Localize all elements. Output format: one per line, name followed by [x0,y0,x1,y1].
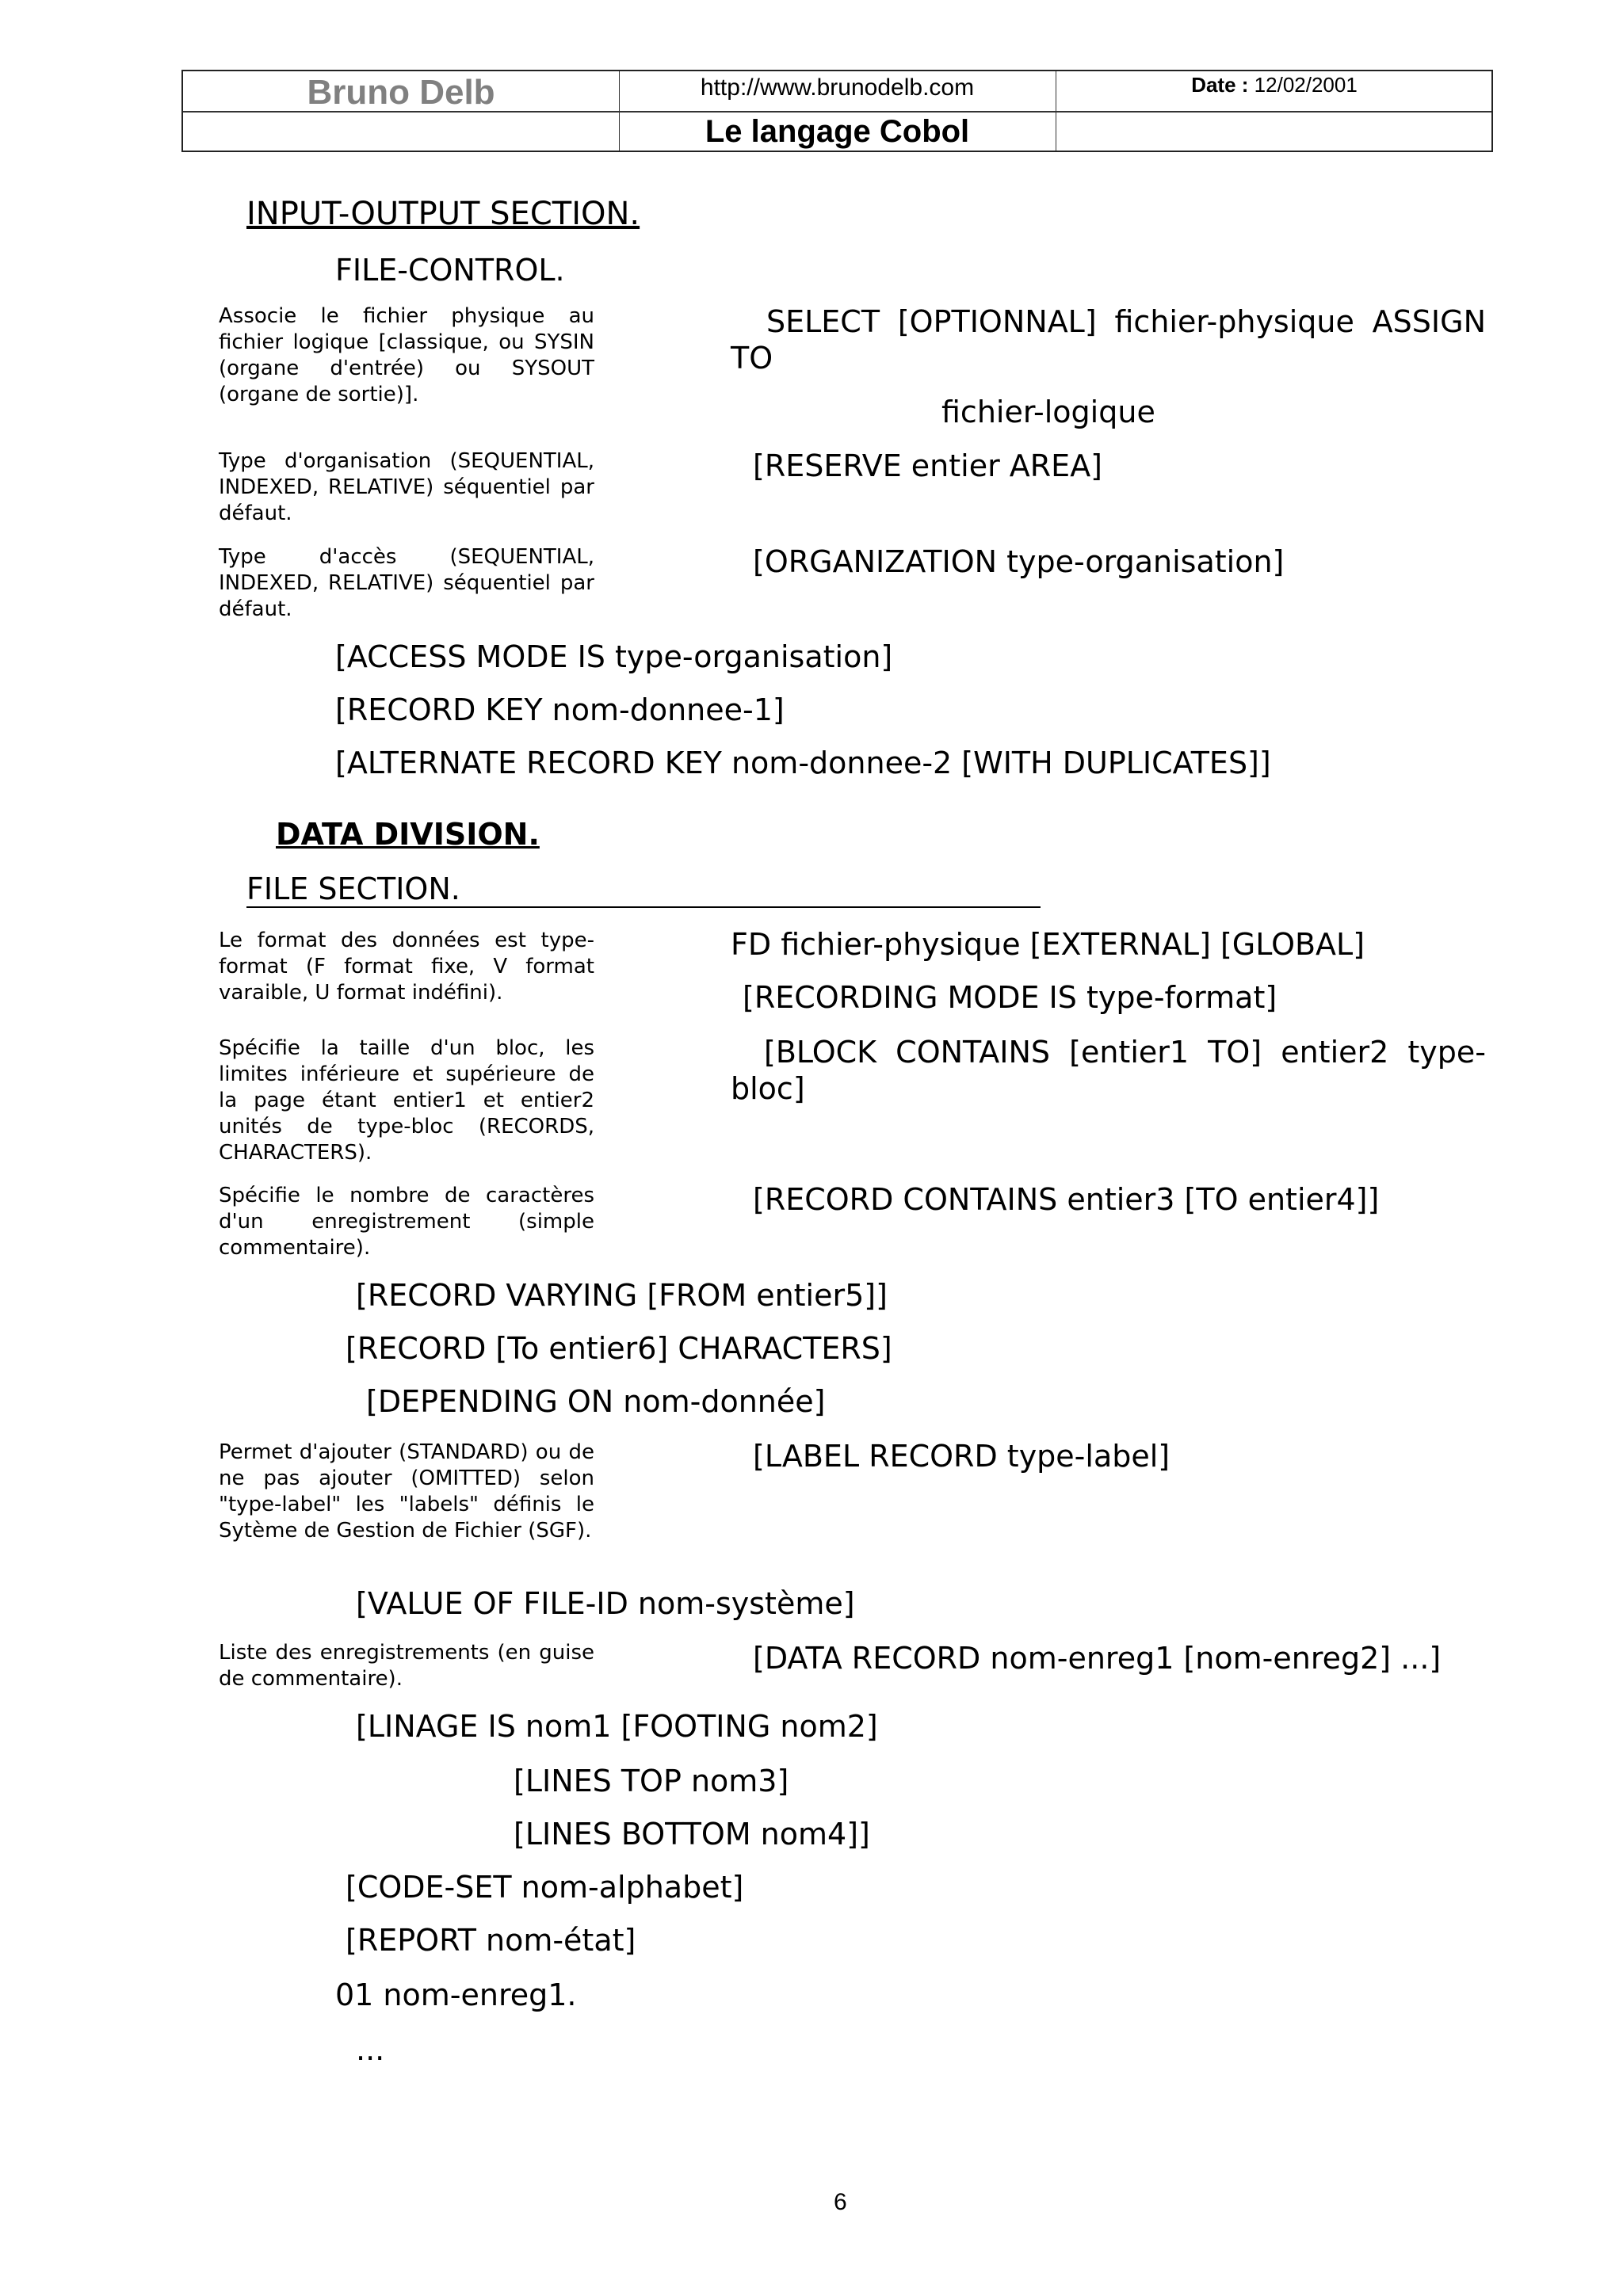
organization-clause: [ORGANIZATION type-organisation] [753,544,1285,579]
record-varying-clause: [RECORD VARYING [FROM entier5]] [356,1278,888,1313]
header-title: Le langage Cobol [705,114,970,149]
data-record-clause: [DATA RECORD nom-enreg1 [nom-enreg2] ...] [753,1641,1442,1676]
code-set-clause: [CODE-SET nom-alphabet] [346,1870,744,1905]
note-data-record: Liste des enregistrements (en guise de commentaire). [219,1641,594,1691]
page-number: 6 [834,2189,847,2215]
note-label: Permet d'ajouter (STANDARD) ou de ne pas ajouter (OMITTED) selon "type-label" les "labels" définis le Sytème de Gestion de Fichier (SGF). [219,1440,594,1543]
recording-clause: [RECORDING MODE IS type-format] [743,980,1277,1015]
linage-clause: [LINAGE IS nom1 [FOOTING nom2] [356,1709,878,1744]
record-contains-clause: [RECORD CONTAINS entier3 [TO entier4]] [753,1182,1380,1217]
note-fd: Le format des données est type-format (F format fixe, V format varaible, U format indéfini). [219,929,594,1005]
alternate-key-clause: [ALTERNATE RECORD KEY nom-donnee-2 [WITH DUPLICATES]] [335,746,1271,780]
page-header-table [181,70,1493,152]
data-division-heading: DATA DIVISION. [276,817,540,852]
ellipsis: ... [356,2032,385,2067]
reserve-clause: [RESERVE entier AREA] [753,448,1103,483]
access-clause: [ACCESS MODE IS type-organisation] [335,639,893,674]
fd-clause: FD fichier-physique [EXTERNAL] [GLOBAL] [731,927,1365,962]
header-date-label: Date : [1191,73,1249,97]
lines-bottom-clause: [LINES BOTTOM nom4]] [514,1817,870,1852]
lines-top-clause: [LINES TOP nom3] [514,1764,789,1798]
block-clause: [BLOCK CONTAINS [entier1 TO] entier2 type-bloc] [731,1035,1486,1106]
record-to-clause: [RECORD [To entier6] CHARACTERS] [346,1331,892,1366]
label-clause: [LABEL RECORD type-label] [753,1439,1170,1474]
io-section-heading: INPUT-OUTPUT SECTION. [246,196,640,232]
note-select: Associe le fichier physique au fichier logique [classique, ou SYSIN (organe d'entrée) ou SYSOUT (organe de sortie)]. [219,304,594,406]
value-of-clause: [VALUE OF FILE-ID nom-système] [356,1586,855,1621]
file-section-label: FILE SECTION. [246,871,460,906]
header-author: Bruno Delb [307,73,495,112]
file-control: FILE-CONTROL. [335,253,565,288]
note-organization: Type d'accès (SEQUENTIAL, INDEXED, RELATIVE) séquentiel par défaut. [219,545,594,621]
note-reserve: Type d'organisation (SEQUENTIAL, INDEXED, RELATIVE) séquentiel par défaut. [219,449,594,525]
level-01-entry: 01 nom-enreg1. [335,1978,577,2012]
header-date [1056,73,1493,97]
header-date-value: 12/02/2001 [1254,73,1358,97]
report-clause: [REPORT nom-état] [346,1923,636,1958]
note-record-contains: Spécifie le nombre de caractères d'un enregistrement (simple commentaire). [219,1184,594,1260]
note-block: Spécifie la taille d'un bloc, les limites inférieure et supérieure de la page étant entier1 et entier2 unités de type-bloc (RECORDS, CHARACTERS). [219,1036,594,1165]
header-url: http://www.brunodelb.com [700,74,975,101]
record-key-clause: [RECORD KEY nom-donnee-1] [335,692,785,727]
depending-clause: [DEPENDING ON nom-donnée] [366,1384,826,1419]
fichier-logique: fichier-logique [941,395,1155,429]
select-clause: SELECT [OPTIONNAL] fichier-physique ASSIGN TO [731,304,1486,376]
file-section-heading [246,871,1041,908]
